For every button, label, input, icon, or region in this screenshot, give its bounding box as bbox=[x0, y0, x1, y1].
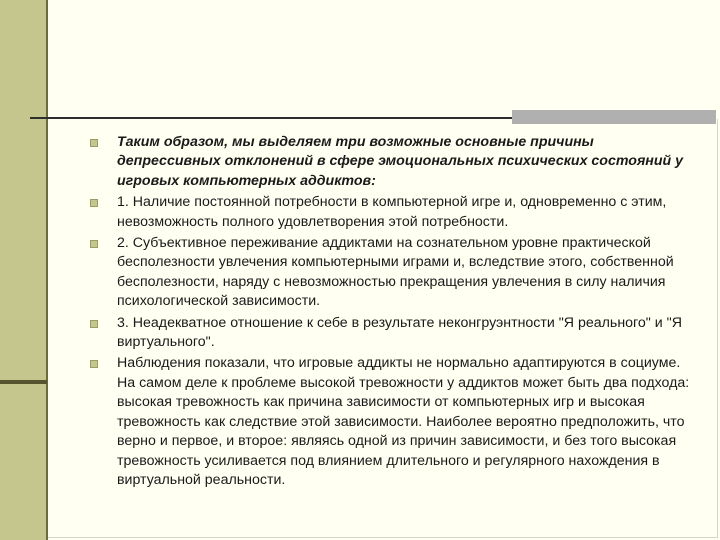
item-text: 2. Субъективное переживание аддиктами на сознательном уровне практической бесполезности увлечения компьютерными играми и, вследствие этого, собственной бесполезности, наряду с невозможностью прекращения увлечения в силу наличия психологической зависимости. bbox=[117, 235, 674, 310]
bullet-list bbox=[90, 133, 690, 492]
list-item bbox=[90, 314, 690, 353]
list-item bbox=[90, 234, 690, 312]
list-item bbox=[90, 354, 690, 490]
square-bullet-icon bbox=[90, 240, 98, 248]
list-item bbox=[90, 133, 690, 191]
square-bullet-icon bbox=[90, 360, 98, 368]
sidebar-decoration bbox=[0, 0, 47, 540]
square-bullet-icon bbox=[90, 320, 98, 328]
item-text: 1. Наличие постоянной потребности в компьютерной игре и, одновременно с этим, невозможность полного удовлетворения этой потребности. bbox=[117, 194, 667, 230]
sidebar-rule bbox=[0, 380, 47, 384]
square-bullet-icon bbox=[90, 199, 98, 207]
item-text: Наблюдения показали, что игровые аддикты не нормально адаптируются в социуме. На самом деле к проблеме высокой тревожности у аддиктов может быть два подхода: высокая тревожность как причина зависимости от компьютерных игр и высокая тревожность как следствие этой зависимости. Наиболее вероятно предположить, что верно и первое, и второе: являясь одной из причин зависимости, и без того высокая тревожность усиливается под влиянием длительного и регулярного нахождения в виртуальной реальности. bbox=[117, 355, 690, 488]
list-item bbox=[90, 193, 690, 232]
item-text: Таким образом, мы выделяем три возможные основные причины депрессивных отклонений в сфере эмоциональных психических состояний у игровых компьютерных аддиктов: bbox=[117, 134, 684, 189]
square-bullet-icon bbox=[90, 139, 98, 147]
item-text: 3. Неадекватное отношение к себе в результате неконгруэнтности "Я реального" и "Я виртуального". bbox=[117, 314, 682, 351]
